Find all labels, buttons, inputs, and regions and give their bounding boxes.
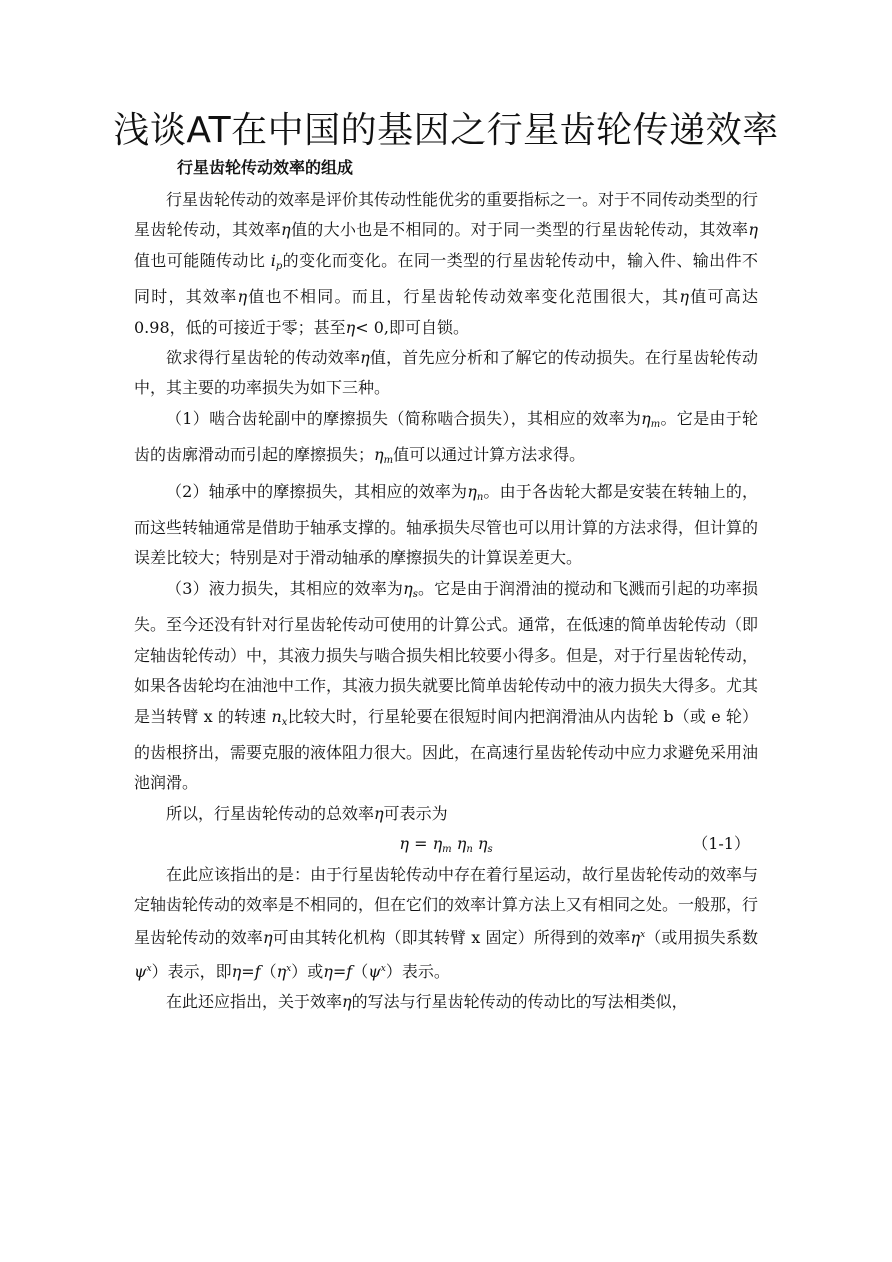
text-run: 值，首先应分析和了解它的传动损失。在行星齿轮传动中，其主要的功率损失为如下三种。 <box>134 348 758 398</box>
superscript: x <box>286 963 292 974</box>
subscript: m <box>650 418 661 430</box>
superscript: x <box>640 930 646 941</box>
equals-sign: = <box>414 834 428 854</box>
superscript: x <box>146 963 152 974</box>
psi-symbol: ψ <box>134 961 147 981</box>
symbol-n: n <box>271 706 282 726</box>
superscript: x <box>380 963 386 974</box>
text-run: 。它是由于润滑油的搅动和飞溅而引起的功率损失。至今还没有针对行星齿轮传动可使用的计算公式。通常，在低速的简单齿轮传动（即定轴齿轮传动）中，其液力损失与啮合损失相比较要小得多。但是，对于行星齿轮传动，如果各齿轮均在油池中工作，其液力损失就要比简单齿轮传动中的液力损失大得多。尤其是当转臂 x 的转速 <box>134 578 759 726</box>
paragraph-total-efficiency <box>134 799 758 829</box>
text-run: 行星齿轮传动的效率是评价其传动性能优劣的重要指标之一。对于不同传动类型的行星齿轮传动，其效率 <box>134 190 759 240</box>
equals-sign: = <box>332 961 347 981</box>
eta-symbol: η <box>231 961 242 981</box>
text-run: 可由其转化机构（即其转臂 x 固定）所得到的效率 <box>272 928 631 948</box>
subscript: m <box>442 844 452 856</box>
text-run: 值也不相同。而且，行星齿轮传动效率变化范围很大，其 <box>247 287 680 307</box>
eta-symbol: η <box>403 578 413 598</box>
text-run: ）或 <box>291 961 324 981</box>
text-run: 比较大时，行星轮要在很短时间内把润滑油从内齿轮 b（或 e 轮）的齿根挤出，需要克服的液体阻力很大。因此，在高速行星齿轮传动中应力求避免采用油池润滑。 <box>134 706 759 793</box>
eta-symbol: η <box>477 834 488 854</box>
eta-symbol: η <box>345 317 356 337</box>
eta-symbol: η <box>276 961 287 981</box>
eta-symbol: η <box>399 834 409 854</box>
text-run: 欲求得行星齿轮的传动效率 <box>166 348 361 368</box>
text-run: （1）啮合齿轮副中的摩擦损失（简称啮合损失），其相应的效率为 <box>166 408 642 428</box>
paragraph-efficiency-intro <box>134 185 758 343</box>
paragraph-mesh-loss <box>134 404 758 477</box>
subscript: n <box>476 491 484 503</box>
text-run: 值的大小也是不相同的。对于同一类型的行星齿轮传动，其效率 <box>290 220 749 240</box>
ratio-symbol <box>271 251 283 270</box>
paragraph-conversion-mechanism <box>134 860 758 988</box>
eta-symbol: η <box>432 834 443 854</box>
text-run: 值可高达 0.98，低的可接近于零；甚至 <box>134 287 758 337</box>
function-f: f <box>346 961 353 981</box>
formula-total-efficiency <box>134 829 758 859</box>
text-run: ）表示，即 <box>151 961 232 981</box>
section-heading: 行星齿轮传动效率的组成 <box>177 158 354 177</box>
text-run: 可表示为 <box>383 803 448 823</box>
text-run: （2）轴承中的摩擦损失，其相应的效率为 <box>166 481 468 501</box>
psi-symbol: ψ <box>368 961 381 981</box>
text-run: （3）液力损失，其相应的效率为 <box>166 578 404 598</box>
text-run: ）表示。 <box>385 961 450 981</box>
eta-symbol: η <box>360 348 370 368</box>
eta-symbol: η <box>748 220 758 240</box>
subscript: m <box>383 455 394 467</box>
eta-symbol: η <box>641 408 651 428</box>
subscript: x <box>281 716 288 728</box>
function-f: f <box>254 961 261 981</box>
text-run: （或用损失系数 <box>645 928 758 948</box>
paragraph-notation <box>134 987 758 1017</box>
text-run: < 0,即可自锁。 <box>355 317 469 337</box>
paragraph-loss-types <box>134 343 758 404</box>
text-run: 的变化而变化。在同一类型的行星齿轮传动中，输入件、输出件不同时，其效率 <box>134 250 758 307</box>
text-run: 在此应该指出的是：由于行星齿轮传动中存在着行星运动，故行星齿轮传动的效率与定轴齿轮传动的效率是不相同的，但在它们的效率计算方法上又有相同之处。一般那，行星齿轮传动的效率 <box>134 864 759 948</box>
subscript: s <box>487 844 493 856</box>
subscript: p <box>275 260 283 272</box>
eta-symbol: η <box>342 992 352 1012</box>
text-run: 所以，行星齿轮传动的总效率 <box>166 803 375 823</box>
text-run: 在此还应指出，关于效率 <box>166 992 343 1012</box>
eta-symbol: η <box>374 803 384 823</box>
eta-symbol: η <box>237 287 248 307</box>
eta-symbol: η <box>374 445 384 465</box>
text-run: 的写法与行星齿轮传动的传动比的写法相类似， <box>351 992 688 1012</box>
eta-symbol: η <box>323 961 333 981</box>
subscript: n <box>466 844 473 856</box>
paragraph-bearing-loss <box>134 477 758 574</box>
equals-sign: = <box>241 961 255 981</box>
equation-number: （1-1） <box>692 834 750 854</box>
paragraph-hydraulic-loss <box>134 574 758 799</box>
text-run: 。由于各齿轮大都是安装在转轴上的，而这些转轴通常是借助于轴承支撑的。轴承损失尽管也可以用计算的方法求得，但计算的误差比较大；特别是对于滑动轴承的摩擦损失的计算误差更大。 <box>134 481 759 568</box>
subscript: s <box>412 588 418 600</box>
text-run: （ <box>352 961 369 981</box>
text-run: 值也可能随传动比 <box>134 250 266 270</box>
text-run: 值可以通过计算方法求得。 <box>393 445 586 465</box>
eta-symbol: η <box>630 928 641 948</box>
eta-symbol: η <box>679 287 689 307</box>
eta-symbol: η <box>467 481 477 501</box>
text-run: 。它是由于轮齿的齿廓滑动而引起的摩擦损失； <box>134 408 758 465</box>
text-run: （ <box>260 961 277 981</box>
eta-symbol: η <box>262 928 273 948</box>
symbol-i: i <box>270 250 276 270</box>
eta-symbol: η <box>281 220 291 240</box>
eta-symbol: η <box>456 834 467 854</box>
document-body <box>134 185 758 1018</box>
document-title: 浅谈AT在中国的基因之行星齿轮传递效率 <box>113 110 779 151</box>
